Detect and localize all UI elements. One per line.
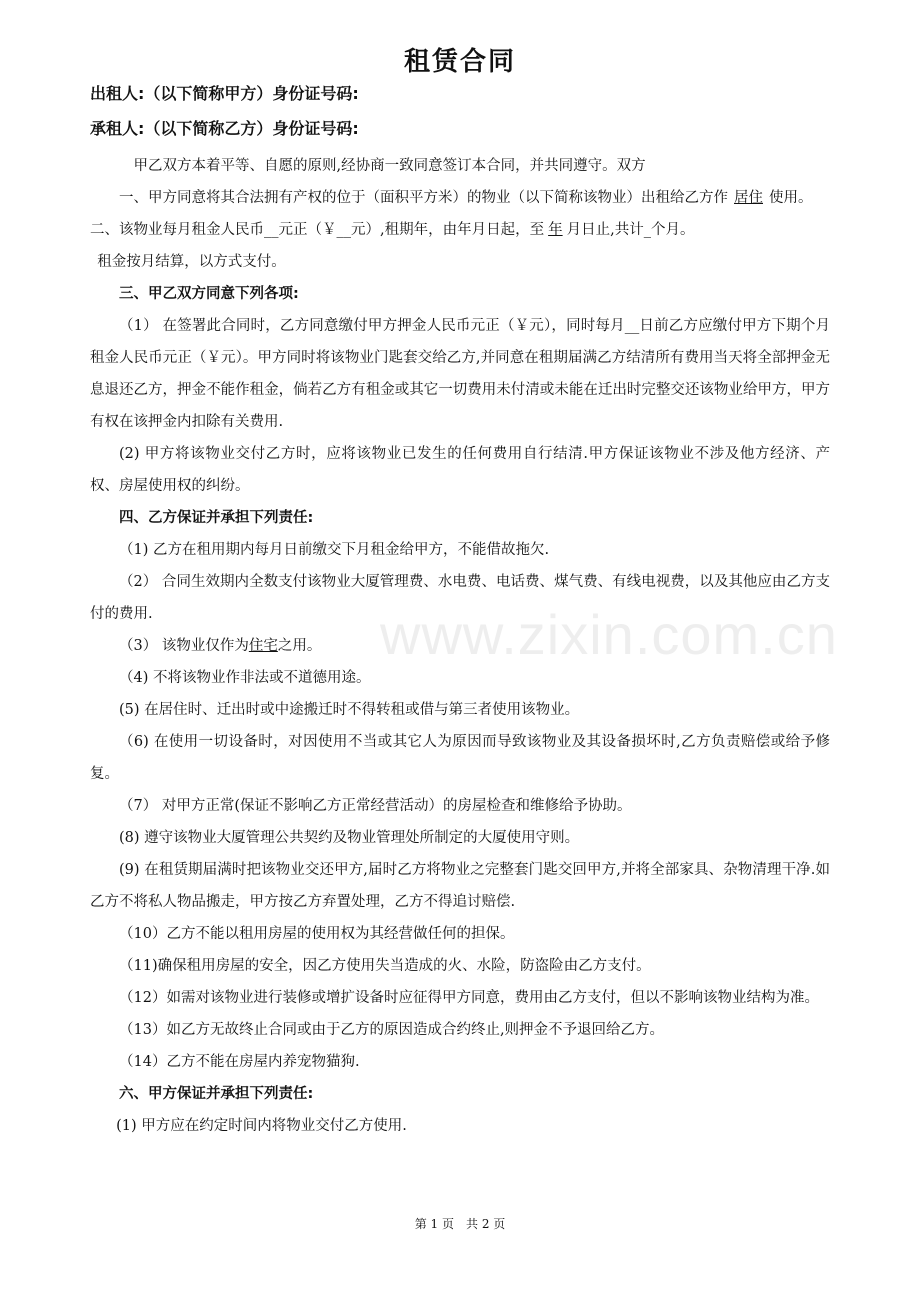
clause-2 xyxy=(90,214,830,246)
section-4-item-8: (8) 遵守该物业大厦管理公共契约及物业管理处所制定的大厦使用守则。 xyxy=(119,830,580,846)
section-4-item-5: (5) 在居住时、迁出时或中途搬迁时不得转租或借与第三者使用该物业。 xyxy=(119,702,580,718)
section-4-item-3-text-b: 之用。 xyxy=(277,638,322,654)
section-4-item-3 xyxy=(90,630,830,662)
section-4-item-3-field: 住宅 xyxy=(248,638,278,654)
clause-2-text-b: 元正（￥ xyxy=(278,222,337,238)
section-4-item-9: (9) 在租赁期届满时把该物业交还甲方,届时乙方将物业之完整套门匙交回甲方,并将全部家具、杂物清理干净.如乙方不将私人物品搬走，甲方按乙方弃置处理，乙方不得追讨赔偿. xyxy=(90,862,830,910)
clause-1-text: 一、甲方同意将其合法拥有产权的位于（面积平方米）的物业（以下简称该物业）出租给乙 xyxy=(119,190,699,206)
clause-1 xyxy=(90,182,830,214)
section-4-item-10: （10）乙方不能以租用房屋的使用权为其经营做任何的担保。 xyxy=(119,926,515,942)
clause-1-use-field: 居住 xyxy=(734,190,763,206)
page-footer: 第 1 页 共 2 页 xyxy=(414,1217,506,1231)
section-4-item-1: （1) 乙方在租用期内每月日前缴交下月租金给甲方，不能借故拖欠. xyxy=(119,542,550,558)
document-title: 租赁合同 xyxy=(403,47,516,77)
section-4-item-3-text-a: （3） 该物业仅作为 xyxy=(119,638,249,654)
clause-2-blank-2: __ xyxy=(336,222,351,238)
clause-2-text-a: 二、该物业每月租金人民币 xyxy=(90,222,264,238)
section-4-heading: 四、乙方保证并承担下列责任: xyxy=(119,510,314,526)
clause-2-year-field: 年 xyxy=(548,222,563,238)
section-4-item-11: （11)确保租用房屋的安全，因乙方使用失当造成的火、水险，防盗险由乙方支付。 xyxy=(119,958,651,974)
section-3-heading: 三、甲乙双方同意下列各项: xyxy=(119,286,299,302)
clause-1-text-b: 方作 xyxy=(699,190,728,206)
section-4-item-6: （6) 在使用一切设备时，对因使用不当或其它人为原因而导致该物业及其设备损坏时,乙方负责赔偿或给予修复。 xyxy=(90,734,830,782)
lessee-line: 承租人:（以下简称乙方）身份证号码: xyxy=(90,119,359,138)
clause-1-text-c: 使用。 xyxy=(769,190,813,206)
clause-2-text-d: 月日止,共计_个月。 xyxy=(566,222,695,238)
intro-paragraph: 甲乙双方本着平等、自愿的原则,经协商一致同意签订本合同，并共同遵守。双方 xyxy=(133,158,646,174)
clause-2-text-c: 元）,租期年，由年月日起，至 xyxy=(351,222,545,238)
clause-2-settlement: 租金按月结算，以方式支付。 xyxy=(97,254,286,270)
section-4-item-12: （12）如需对该物业进行装修或增扩设备时应征得甲方同意，费用由乙方支付，但以不影响该物业结构为准。 xyxy=(119,990,819,1006)
section-4-item-13: （13）如乙方无故终止合同或由于乙方的原因造成合约终止,则押金不予退回给乙方。 xyxy=(119,1022,665,1038)
section-6-item-1: (1) 甲方应在约定时间内将物业交付乙方使用. xyxy=(116,1118,407,1134)
section-4-item-4: （4) 不将该物业作非法或不道德用途。 xyxy=(119,670,371,686)
section-6-heading: 六、甲方保证并承担下列责任: xyxy=(119,1086,314,1102)
contract-body xyxy=(90,150,830,1142)
section-3-item-1: （1） 在签署此合同时，乙方同意缴付甲方押金人民币元正（￥元），同时每月__日前乙方应缴付甲方下期个月租金人民币元正（￥元）。甲方同时将该物业门匙套交给乙方,并同意在租期届满乙方结清所有费用当天将全部押金无息退还乙方，押金不能作租金，倘若乙方有租金或其它一切费用未付清或未能在迁出时完整交还该物业给甲方，甲方有权在该押金内扣除有关费用. xyxy=(90,318,830,430)
section-3-item-2: (2) 甲方将该物业交付乙方时，应将该物业已发生的任何费用自行结清.甲方保证该物业不涉及他方经济、产权、房屋使用权的纠纷。 xyxy=(90,446,830,494)
watermark: www.zixin.com.cn xyxy=(380,603,838,666)
clause-2-blank-1: __ xyxy=(264,222,279,238)
section-4-item-2: （2） 合同生效期内全数支付该物业大厦管理费、水电费、电话费、煤气费、有线电视费，以及其他应由乙方支付的费用. xyxy=(90,574,830,622)
section-4-item-7: （7） 对甲方正常(保证不影响乙方正常经营活动）的房屋检查和维修给予协助。 xyxy=(119,798,632,814)
lessor-line: 出租人:（以下简称甲方）身份证号码: xyxy=(90,84,359,103)
section-4-item-14: （14）乙方不能在房屋内养宠物猫狗. xyxy=(119,1054,360,1070)
